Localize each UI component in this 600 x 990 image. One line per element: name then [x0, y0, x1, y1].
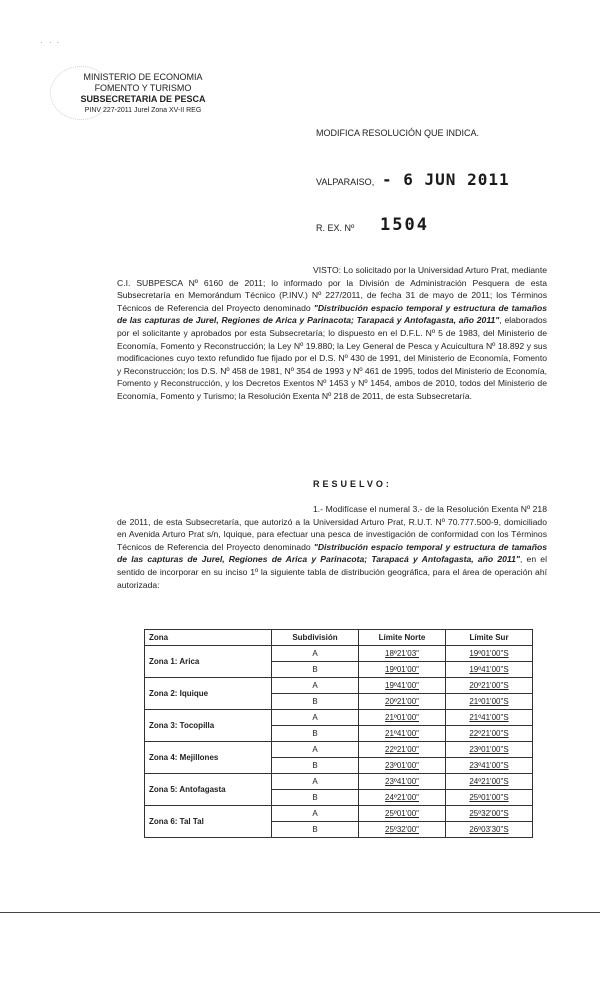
subdivision-cell-value: A	[312, 681, 318, 690]
subdivision-cell-value: B	[312, 729, 318, 738]
limite-norte-cell	[359, 774, 446, 790]
zone-name: Zona 1: Arica	[145, 646, 272, 678]
limite-norte-cell	[359, 662, 446, 678]
header-fomento: FOMENTO Y TURISMO	[94, 83, 192, 93]
table-row	[145, 742, 533, 758]
limite-sur-cell-value: 23º01'00"S	[469, 745, 509, 754]
limite-norte-cell-value: 23º01'00"	[385, 761, 419, 770]
limite-sur-cell-value: 23º41'00"S	[469, 761, 509, 770]
table-row	[145, 774, 533, 790]
rex-number: 1504	[380, 215, 429, 235]
scan-marks: · · ·	[40, 38, 60, 47]
limite-norte-cell-value: 19º01'00"	[385, 665, 419, 674]
limite-sur-cell-value: 25º32'00"S	[469, 809, 509, 818]
limite-norte-cell-value: 19º41'00"	[385, 681, 419, 690]
subdivision-cell	[272, 758, 359, 774]
table-row	[145, 710, 533, 726]
limite-sur-cell	[446, 662, 533, 678]
limite-norte-cell	[359, 726, 446, 742]
zone-name: Zona 4: Mejillones	[145, 742, 272, 774]
limite-norte-cell	[359, 806, 446, 822]
limite-sur-cell	[446, 758, 533, 774]
zone-table	[144, 629, 533, 838]
limite-norte-cell	[359, 742, 446, 758]
subdivision-cell	[272, 790, 359, 806]
limite-sur-cell	[446, 790, 533, 806]
limite-norte-cell	[359, 694, 446, 710]
limite-norte-cell	[359, 790, 446, 806]
table-row	[145, 678, 533, 694]
table-row	[145, 646, 533, 662]
header-subsecretaria: SUBSECRETARIA DE PESCA	[80, 94, 206, 104]
subject-line: MODIFICA RESOLUCIÓN QUE INDICA.	[316, 128, 480, 138]
limite-sur-cell	[446, 710, 533, 726]
limite-norte-cell-value: 25º01'00"	[385, 809, 419, 818]
limite-sur-cell	[446, 806, 533, 822]
limite-sur-cell-value: 25º01'00"S	[469, 793, 509, 802]
limite-norte-cell-value: 21º41'00"	[385, 729, 419, 738]
resuelvo-text-2: , en el sentido de incorporar en su inciso 1º la siguiente tabla de distribución geográfica, para el área de operación ahí autorizada:	[117, 554, 547, 590]
place-label: VALPARAISO,	[316, 177, 375, 187]
subdivision-cell	[272, 822, 359, 838]
limite-sur-cell	[446, 726, 533, 742]
subdivision-cell	[272, 678, 359, 694]
table-header-row	[145, 630, 533, 646]
rex-label: R. EX. Nº	[316, 223, 355, 233]
subdivision-cell	[272, 662, 359, 678]
limite-sur-cell	[446, 694, 533, 710]
subdivision-cell	[272, 742, 359, 758]
limite-norte-cell-value: 20º21'00"	[385, 697, 419, 706]
subdivision-cell	[272, 646, 359, 662]
col-limite-norte: Límite Norte	[359, 630, 446, 646]
subdivision-cell	[272, 710, 359, 726]
visto-label: VISTO:	[313, 265, 342, 275]
limite-norte-cell-value: 24º21'00"	[385, 793, 419, 802]
subdivision-cell-value: A	[312, 649, 318, 658]
subdivision-cell-value: A	[312, 777, 318, 786]
col-zona: Zona	[145, 630, 272, 646]
limite-norte-cell-value: 25º32'00"	[385, 825, 419, 834]
resuelvo-project-title: "Distribución espacio temporal y estructura de tamaños de las capturas de Jurel, Regiones de Arica y Parinacota; Tarapacá y Antofagasta, año 2011"	[117, 541, 547, 565]
limite-sur-cell	[446, 742, 533, 758]
limite-norte-cell	[359, 822, 446, 838]
limite-sur-cell-value: 24º21'00"S	[469, 777, 509, 786]
limite-norte-cell-value: 22º21'00"	[385, 745, 419, 754]
zone-name: Zona 6: Tal Tal	[145, 806, 272, 838]
subdivision-cell-value: B	[312, 665, 318, 674]
limite-sur-cell-value: 21º41'00"S	[469, 713, 509, 722]
limite-norte-cell	[359, 646, 446, 662]
limite-norte-cell	[359, 758, 446, 774]
visto-text-1: Lo solicitado por la Universidad Arturo Prat, mediante C.I. SUBPESCA Nº 6160 de 2011; lo informado por la División de Administración Pesquera de esta Subsecretaría en Memorándum Técnico (P.INV.) Nº 227/2011, de fecha 31 de mayo de 2011; los Términos Técnicos de Referencia del Proyecto denominado	[117, 265, 548, 313]
limite-sur-cell-value: 19º41'00"S	[469, 665, 509, 674]
visto-paragraph	[117, 264, 547, 403]
date-stamp: - 6 JUN 2011	[382, 170, 510, 189]
limite-sur-cell-value: 21º01'00"S	[469, 697, 509, 706]
limite-sur-cell-value: 19º01'00"S	[469, 649, 509, 658]
limite-norte-cell-value: 18º21'03"	[385, 649, 419, 658]
limite-sur-cell	[446, 678, 533, 694]
subdivision-cell	[272, 726, 359, 742]
resuelvo-paragraph	[117, 503, 547, 591]
limite-norte-cell	[359, 678, 446, 694]
resuelvo-heading: RESUELVO:	[313, 479, 392, 489]
table-row	[145, 806, 533, 822]
visto-project-title: "Distribución espacio temporal y estructura de tamaños de las capturas de Jurel, Regiones de Arica y Parinacota; Tarapacá y Antofagasta, año 2011"	[117, 302, 547, 326]
col-subdivision: Subdivisión	[272, 630, 359, 646]
subdivision-cell-value: A	[312, 713, 318, 722]
header-ministry: MINISTERIO DE ECONOMIA	[83, 72, 203, 82]
resuelvo-text-1: 1.- Modifícase el numeral 3.- de la Resolución Exenta Nº 218 de 2011, de esta Subsecretaría, que autorizó a la Universidad Arturo Prat, R.U.T. Nº 70.777.500-9, domiciliado en Avenida Arturo Prat s/n, Iquique, para efectuar una pesca de investigación de conformidad con los Términos Técnicos de Referencia del Proyecto denominado	[117, 504, 547, 552]
subdivision-cell	[272, 694, 359, 710]
subdivision-cell-value: B	[312, 761, 318, 770]
limite-sur-cell	[446, 646, 533, 662]
subdivision-cell-value: A	[312, 809, 318, 818]
limite-sur-cell-value: 22º21'00"S	[469, 729, 509, 738]
zone-name: Zona 5: Antofagasta	[145, 774, 272, 806]
limite-sur-cell	[446, 822, 533, 838]
zone-name: Zona 2: Iquique	[145, 678, 272, 710]
visto-text-2: , elaborados por el solicitante y aprobados por esta Subsecretaría; lo dispuesto en el D.F.L. Nº 5 de 1983, del Ministerio de Economía, Fomento y Reconstrucción; la Ley Nº 19.880; la Ley General de Pesca y Acuicultura Nº 18.892 y sus modificaciones cuyo texto refundido fue fijado por el D.S. Nº 430 de 1991, del Ministerio de Economía, Fomento y Reconstrucción; los D.S. Nº 458 de 1981, Nº 354 de 1993 y Nº 461 de 1995, todos del Ministerio de Economía, Fomento y Reconstrucción, y los Decretos Exentos Nº 1453 y Nº 1454, ambos de 2010, todos del Ministerio de Economía, Fomento y Turismo; la Resolución Exenta Nº 218 de 2011, de esta Subsecretaría.	[117, 315, 547, 401]
col-limite-sur: Límite Sur	[446, 630, 533, 646]
subdivision-cell	[272, 774, 359, 790]
zone-name: Zona 3: Tocopilla	[145, 710, 272, 742]
header-file-ref: PINV 227-2011 Jurel Zona XV-II REG	[84, 107, 202, 114]
limite-sur-cell-value: 20º21'00"S	[469, 681, 509, 690]
limite-sur-cell-value: 26º03'30"S	[469, 825, 509, 834]
ministry-header	[58, 72, 228, 116]
page-divider	[0, 912, 600, 913]
subdivision-cell-value: B	[312, 793, 318, 802]
limite-norte-cell	[359, 710, 446, 726]
subdivision-cell-value: B	[312, 697, 318, 706]
subdivision-cell-value: A	[312, 745, 318, 754]
limite-norte-cell-value: 23º41'00"	[385, 777, 419, 786]
subdivision-cell	[272, 806, 359, 822]
limite-sur-cell	[446, 774, 533, 790]
limite-norte-cell-value: 21º01'00"	[385, 713, 419, 722]
subdivision-cell-value: B	[312, 825, 318, 834]
